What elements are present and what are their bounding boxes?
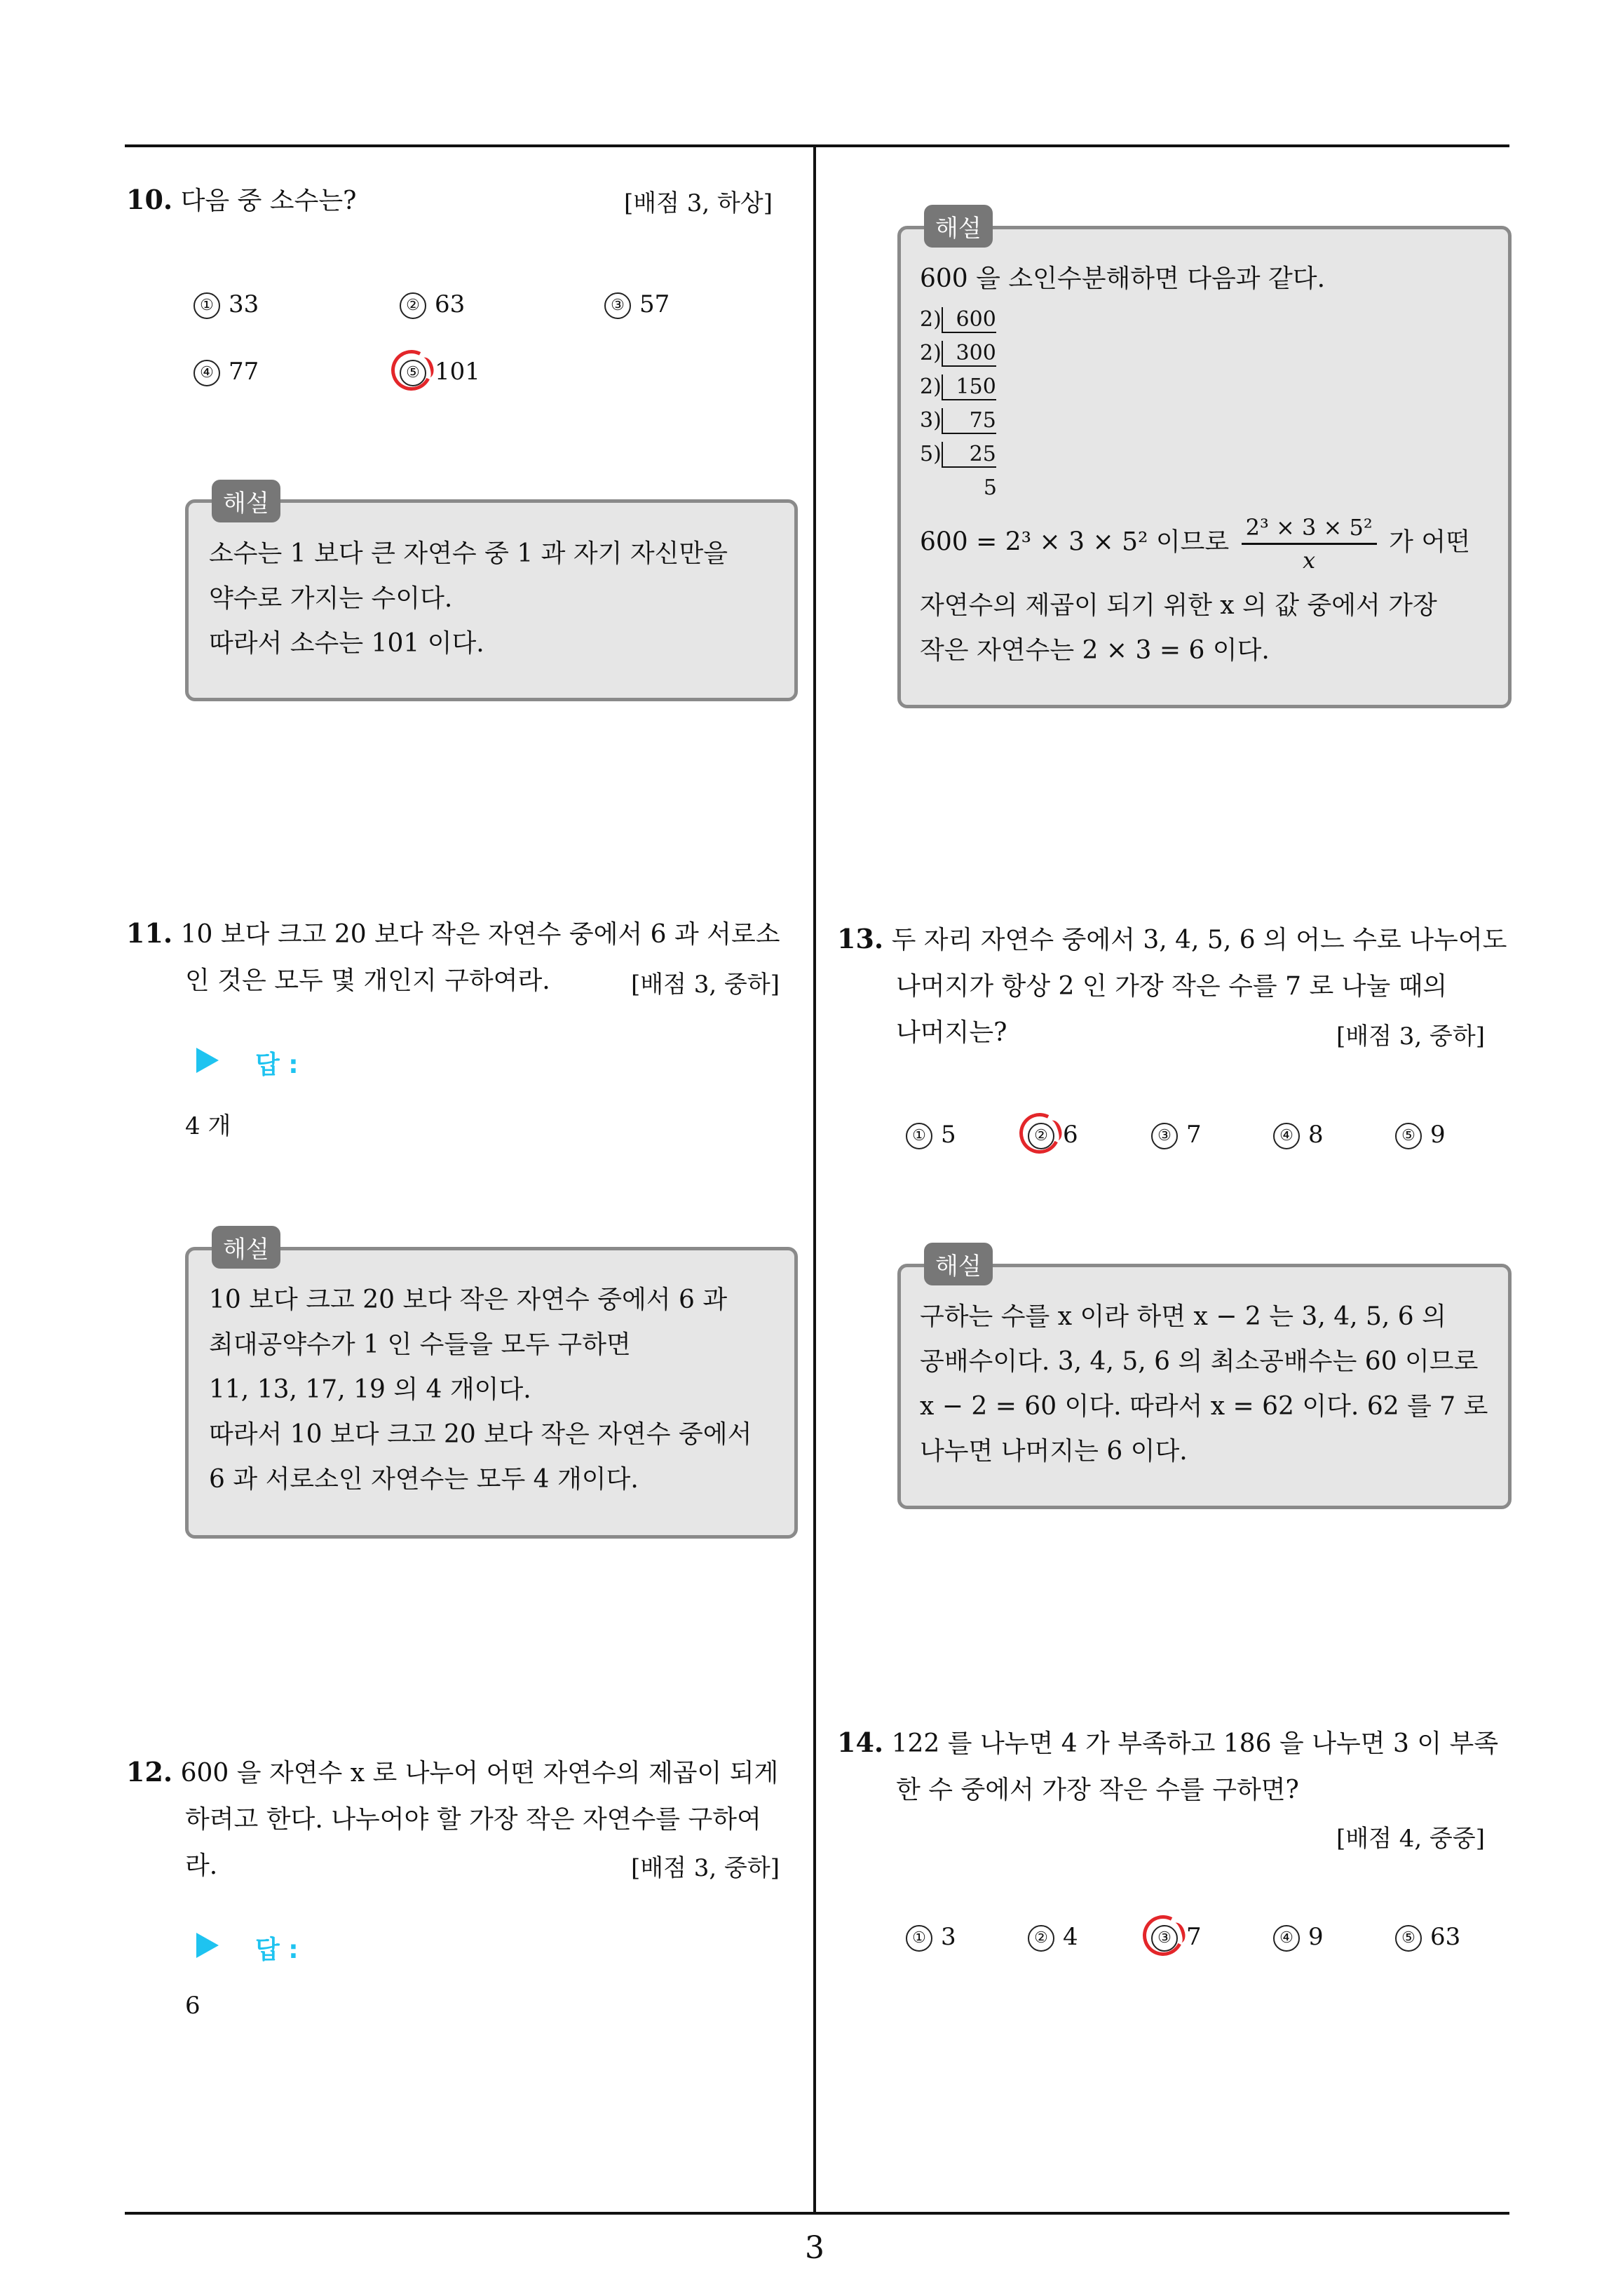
choice-mark: ④ xyxy=(1273,1925,1300,1952)
choice-mark: ② xyxy=(1028,1925,1054,1952)
division-row: 2) 600 xyxy=(920,307,996,332)
q12-answer-label: 답 : xyxy=(255,1936,299,1964)
explain-line: 10 보다 크고 20 보다 작은 자연수 중에서 6 과 xyxy=(209,1285,728,1314)
q10-number: 10. xyxy=(126,184,173,215)
q14-choice-2[interactable] xyxy=(1028,1923,1078,1952)
q14-question xyxy=(837,1720,1510,1814)
choice-mark: ⑤ xyxy=(1395,1123,1422,1149)
choice-mark: ③ xyxy=(604,292,631,319)
choice-mark: ① xyxy=(906,1925,932,1952)
q11-line2: 인 것은 모두 몇 개인지 구하여라. xyxy=(185,966,550,995)
explain-line: 6 과 서로소인 자연수는 모두 4 개이다. xyxy=(209,1465,639,1494)
choice-value: 57 xyxy=(639,290,670,318)
q11-explanation-tag: 해설 xyxy=(212,1226,280,1269)
q10-explanation-text xyxy=(209,532,728,666)
division-row: 5) 25 xyxy=(920,442,996,466)
choice-value: 4 xyxy=(1063,1923,1078,1951)
division-row: 2) 150 xyxy=(920,374,996,399)
choice-mark: ① xyxy=(193,292,220,319)
q13-meta: [배점 3, 중하] xyxy=(1336,1022,1485,1051)
correct-answer-marker xyxy=(1137,1910,1188,1961)
q12-answer-value: 6 xyxy=(185,1992,201,2020)
choice-value: 6 xyxy=(1063,1121,1078,1149)
q13-choice-1[interactable] xyxy=(906,1121,956,1149)
correct-answer-marker xyxy=(1014,1107,1065,1159)
q11-number: 11. xyxy=(126,917,173,949)
explain-line: 최대공약수가 1 인 수들을 모두 구하면 xyxy=(209,1330,631,1359)
explain-line: 구하는 수를 x 이라 하면 x − 2 는 3, 4, 5, 6 의 xyxy=(920,1302,1446,1331)
division-row: 2) 300 xyxy=(920,341,996,365)
explain-line: 약수로 가지는 수이다. xyxy=(209,584,453,613)
division-row: 3) 75 xyxy=(920,408,996,433)
q13-choice-3[interactable] xyxy=(1151,1121,1202,1149)
q10-choice-1[interactable] xyxy=(193,290,259,319)
formula-right: 가 어떤 xyxy=(1389,527,1470,557)
choice-mark: ④ xyxy=(1273,1123,1300,1149)
column-divider xyxy=(813,146,816,2213)
q14-line1: 122 를 나누면 4 가 부족하고 186 을 나누면 3 이 부족 xyxy=(891,1729,1499,1758)
choice-mark: ⑤ xyxy=(1395,1925,1422,1952)
choice-value: 63 xyxy=(1430,1923,1461,1951)
q13-choice-5[interactable] xyxy=(1395,1121,1446,1149)
q13-choice-4[interactable] xyxy=(1273,1121,1324,1149)
q12-explanation-intro: 600 을 소인수분해하면 다음과 같다. xyxy=(920,264,1326,293)
bottom-rule xyxy=(125,2212,1509,2215)
explain-line: 따라서 소수는 101 이다. xyxy=(209,629,484,658)
explain-line: x − 2 = 60 이다. 따라서 x = 62 이다. 62 를 7 로 xyxy=(920,1392,1488,1421)
choice-value: 7 xyxy=(1186,1923,1202,1951)
q12-explanation-tag: 해설 xyxy=(924,205,993,248)
explain-line: 공배수이다. 3, 4, 5, 6 의 최소공배수는 60 이므로 xyxy=(920,1347,1479,1376)
division-row: 5 xyxy=(983,475,997,500)
choice-mark: ① xyxy=(906,1123,932,1149)
q11-explanation-text xyxy=(209,1278,752,1502)
q14-number: 14. xyxy=(837,1727,884,1758)
q12-line1: 600 을 자연수 x 로 나누어 어떤 자연수의 제곱이 되게 xyxy=(180,1759,779,1788)
choice-value: 33 xyxy=(229,290,259,318)
formula-left: 600 = 2³ × 3 × 5² 이므로 xyxy=(920,527,1230,557)
q13-number: 13. xyxy=(837,923,884,954)
answer-arrow-icon xyxy=(196,1048,219,1073)
correct-answer-marker xyxy=(386,344,437,396)
q12-explanation-formula xyxy=(920,512,1470,576)
explain-line: 소수는 1 보다 큰 자연수 중 1 과 자기 자신만을 xyxy=(209,539,728,568)
q10-explanation-tag: 해설 xyxy=(212,480,280,522)
choice-value: 9 xyxy=(1308,1923,1324,1951)
q14-choice-1[interactable] xyxy=(906,1923,956,1952)
page-number: 3 xyxy=(805,2230,824,2266)
q13-line3: 나머지는? xyxy=(896,1018,1007,1047)
q11-answer-label: 답 : xyxy=(255,1051,299,1079)
choice-value: 3 xyxy=(941,1923,956,1951)
explain-line: 11, 13, 17, 19 의 4 개이다. xyxy=(209,1375,531,1404)
q13-line2: 나머지가 항상 2 인 가장 작은 수를 7 로 나눌 때의 xyxy=(896,972,1448,1001)
q12-explanation-line3: 작은 자연수는 2 × 3 = 6 이다. xyxy=(920,636,1270,665)
q10-choice-4[interactable] xyxy=(193,358,259,386)
q10-choice-2[interactable] xyxy=(400,290,465,319)
q14-line2: 한 수 중에서 가장 작은 수를 구하면? xyxy=(896,1776,1299,1804)
choice-value: 63 xyxy=(435,290,466,318)
choice-mark: ③ xyxy=(1151,1123,1178,1149)
choice-value: 77 xyxy=(229,358,259,386)
choice-mark: ⑤ xyxy=(400,360,426,386)
q12-line2: 하려고 한다. 나누어야 할 가장 작은 자연수를 구하여 xyxy=(185,1805,761,1834)
q13-line1: 두 자리 자연수 중에서 3, 4, 5, 6 의 어느 수로 나누어도 xyxy=(891,926,1507,954)
q12-explanation-line2: 자연수의 제곱이 되기 위한 x 의 값 중에서 가장 xyxy=(920,591,1437,620)
q14-meta: [배점 4, 중중] xyxy=(1336,1825,1485,1853)
choice-value: 5 xyxy=(941,1121,956,1149)
answer-arrow-icon xyxy=(196,1933,219,1958)
q12-meta: [배점 3, 중하] xyxy=(631,1854,780,1882)
choice-value: 7 xyxy=(1186,1121,1202,1149)
q10-meta: [배점 3, 하상] xyxy=(624,189,773,217)
q12-line3: 라. xyxy=(185,1851,218,1880)
choice-value: 9 xyxy=(1430,1121,1446,1149)
q14-choice-4[interactable] xyxy=(1273,1923,1324,1952)
q11-line1: 10 보다 크고 20 보다 작은 자연수 중에서 6 과 서로소 xyxy=(180,920,780,949)
q10-text: 다음 중 소수는? xyxy=(180,187,357,215)
q13-explanation-tag: 해설 xyxy=(924,1243,993,1285)
q10-choice-3[interactable] xyxy=(604,290,670,319)
choice-mark: ④ xyxy=(193,360,220,386)
choice-mark: ③ xyxy=(1151,1925,1178,1952)
q13-explanation-text xyxy=(920,1295,1488,1474)
choice-value: 8 xyxy=(1308,1121,1324,1149)
choice-mark: ② xyxy=(1028,1123,1054,1149)
choice-value: 101 xyxy=(435,358,480,386)
explain-line: 따라서 10 보다 크고 20 보다 작은 자연수 중에서 xyxy=(209,1420,752,1449)
q14-choice-5[interactable] xyxy=(1395,1923,1460,1952)
top-rule xyxy=(125,144,1509,147)
q11-answer-value: 4 개 xyxy=(185,1112,231,1140)
choice-mark: ② xyxy=(400,292,426,319)
q10-question xyxy=(126,177,356,224)
explain-line: 나누면 나머지는 6 이다. xyxy=(920,1437,1188,1466)
q11-meta: [배점 3, 중하] xyxy=(631,971,780,999)
fraction: $\frac{\text{2³ × 3 × 5²}}{x}$ xyxy=(1242,512,1377,576)
q12-number: 12. xyxy=(126,1756,173,1788)
